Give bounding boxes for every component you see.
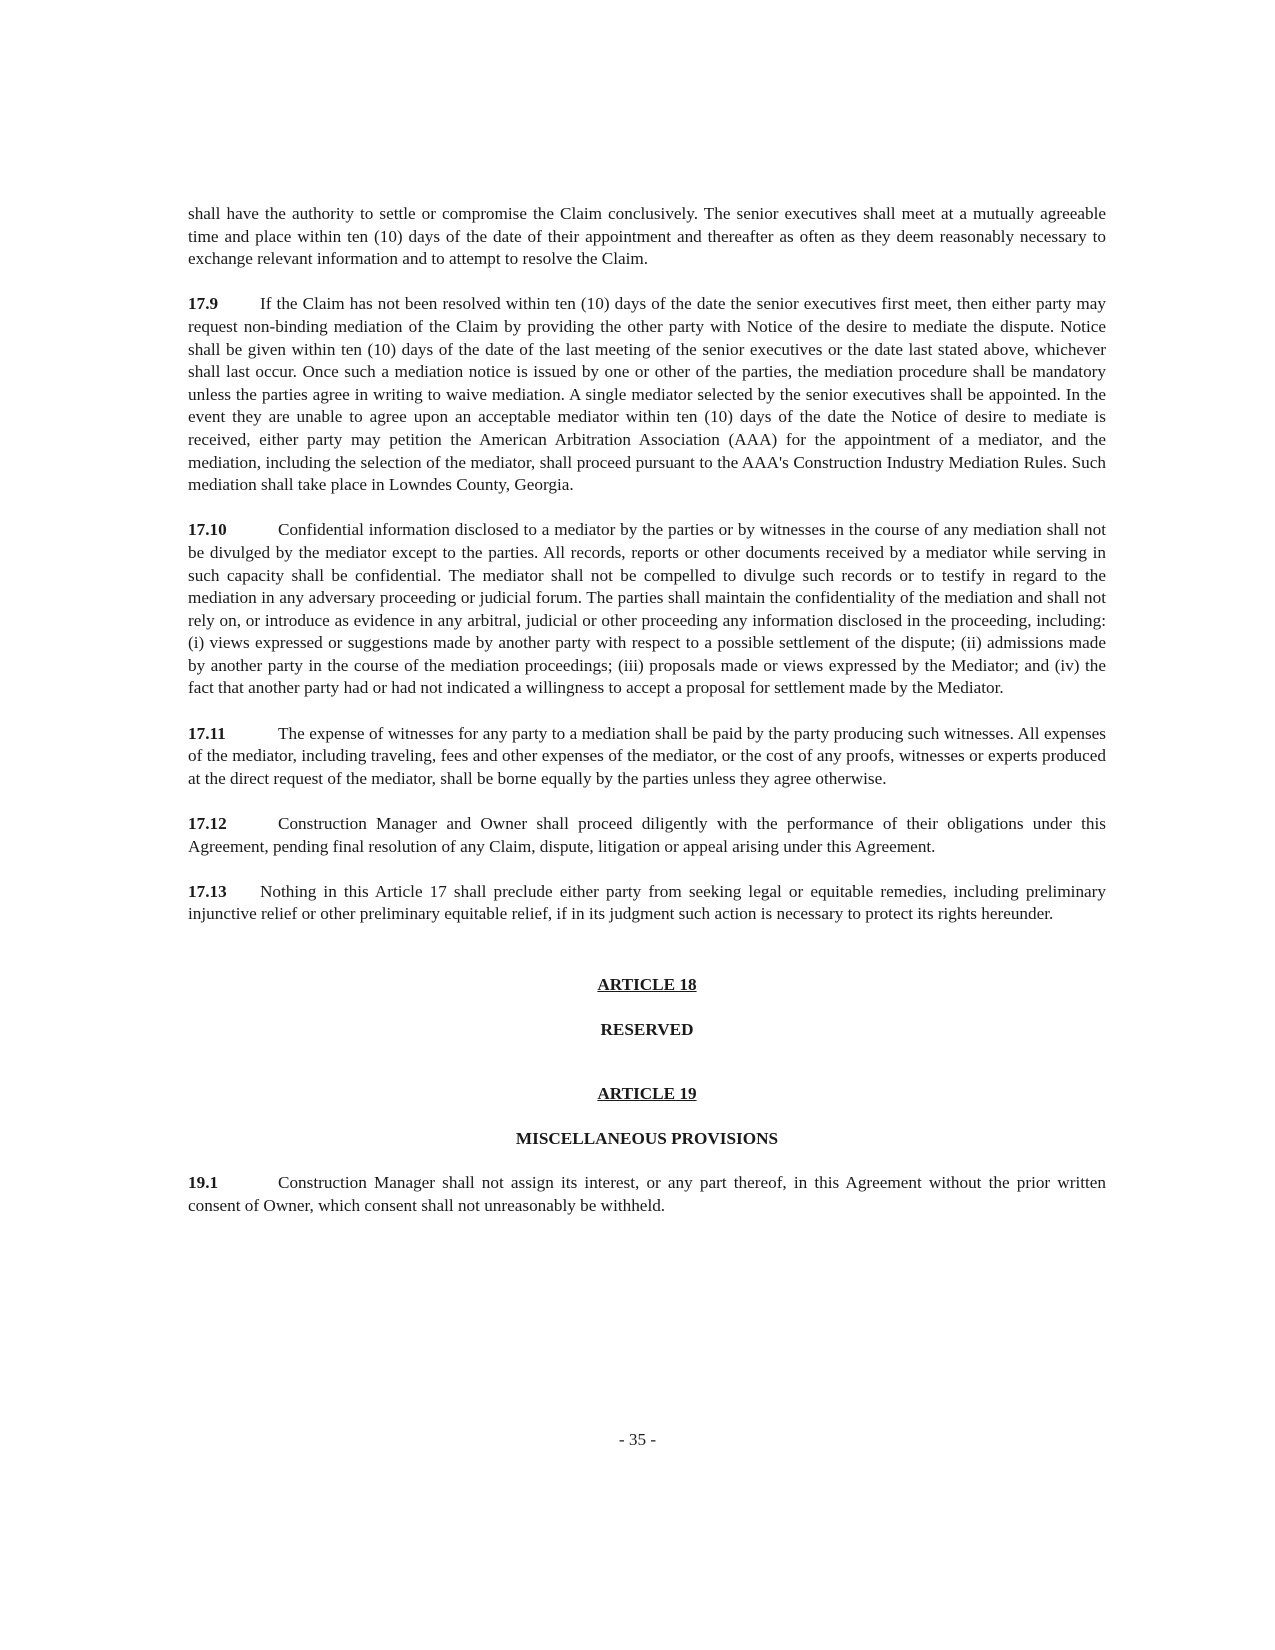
continuation-paragraph: shall have the authority to settle or compromise the Claim conclusively. The senior executives shall meet at a mutually agreeable time and place within ten (10) days of the date of their appointment and thereafter as often as they deem reasonably necessary to exchange relevant information and to attempt to resolve the Claim. (188, 204, 1106, 269)
section-text: The expense of witnesses for any party to a mediation shall be paid by the party producing such witnesses. All expenses of the mediator, including traveling, fees and other expenses of the mediator, or the cost of any proofs, witnesses or experts produced at the direct request of the mediator, shall be borne equally by the parties unless they agree otherwise. (188, 723, 1106, 788)
page-number: - 35 - (618, 1430, 657, 1449)
section-number: 17.10 (188, 520, 227, 540)
section-number: 17.11 (188, 723, 226, 743)
section-17-13 (188, 881, 1106, 926)
section-text: Confidential information disclosed to a mediator by the parties or by witnesses in the course of any mediation shall not be divulged by the mediator except to the parties. All records, reports or other documents received by a mediator while serving in such capacity shall be confidential. The mediator shall not be compelled to divulge such records or to testify in regard to the mediation in any adversary proceeding or judicial forum. The parties shall maintain the confidentiality of the mediation and shall not rely on, or introduce as evidence in any arbitral, judicial or other proceeding any information disclosed in the proceeding, including: (i) views expressed or suggestions made by another party with respect to a possible settlement of the dispute; (ii) admissions made by another party in the course of the mediation proceedings; (iii) proposals made or views expressed by the Mediator; and (iv) the fact that another party had or had not indicated a willingness to accept a proposal for settlement made by the Mediator. (188, 520, 1106, 698)
article-18-subtitle: RESERVED (600, 1019, 694, 1039)
section-17-11 (188, 723, 1106, 791)
article-19-subtitle: MISCELLANEOUS PROVISIONS (515, 1128, 779, 1148)
section-17-9 (188, 293, 1106, 496)
section-19-1 (188, 1172, 1106, 1217)
section-text: If the Claim has not been resolved within ten (10) days of the date the senior executives first meet, then either party may request non-binding mediation of the Claim by providing the other party with Notice of the desire to mediate the dispute. Notice shall be given within ten (10) days of the date of the last meeting of the senior executives or the date last stated above, whichever shall last occur. Once such a mediation notice is issued by one or other of the parties, the mediation procedure shall be mandatory unless the parties agree in writing to waive mediation. A single mediator selected by the senior executives shall be appointed. In the event they are unable to agree upon an acceptable mediator within ten (10) days of the date the Notice of desire to mediate is received, either party may petition the American Arbitration Association (AAA) for the appointment of a mediator, and the mediation, including the selection of the mediator, shall proceed pursuant to the AAA's Construction Industry Mediation Rules. Such mediation shall take place in Lowndes County, Georgia. (188, 294, 1106, 495)
article-19-title: ARTICLE 19 (597, 1084, 697, 1104)
document-page (188, 203, 1106, 1240)
section-17-12 (188, 813, 1106, 858)
section-number: 17.12 (188, 814, 227, 834)
section-text: Nothing in this Article 17 shall preclude either party from seeking legal or equitable remedies, including preliminary injunctive relief or other preliminary equitable relief, if in its judgment such action is necessary to protect its rights hereunder. (188, 881, 1106, 924)
section-text: Construction Manager and Owner shall proceed diligently with the performance of their obligations under this Agreement, pending final resolution of any Claim, dispute, litigation or appeal arising under this Agreement. (188, 814, 1106, 856)
section-17-10 (188, 519, 1106, 700)
section-number: 17.9 (188, 294, 219, 314)
section-text: Construction Manager shall not assign its interest, or any part thereof, in this Agreement without the prior written consent of Owner, which consent shall not unreasonably be withheld. (188, 1173, 1106, 1215)
section-number: 17.13 (188, 881, 227, 901)
section-number: 19.1 (188, 1173, 219, 1193)
article-18-title: ARTICLE 18 (597, 975, 697, 994)
